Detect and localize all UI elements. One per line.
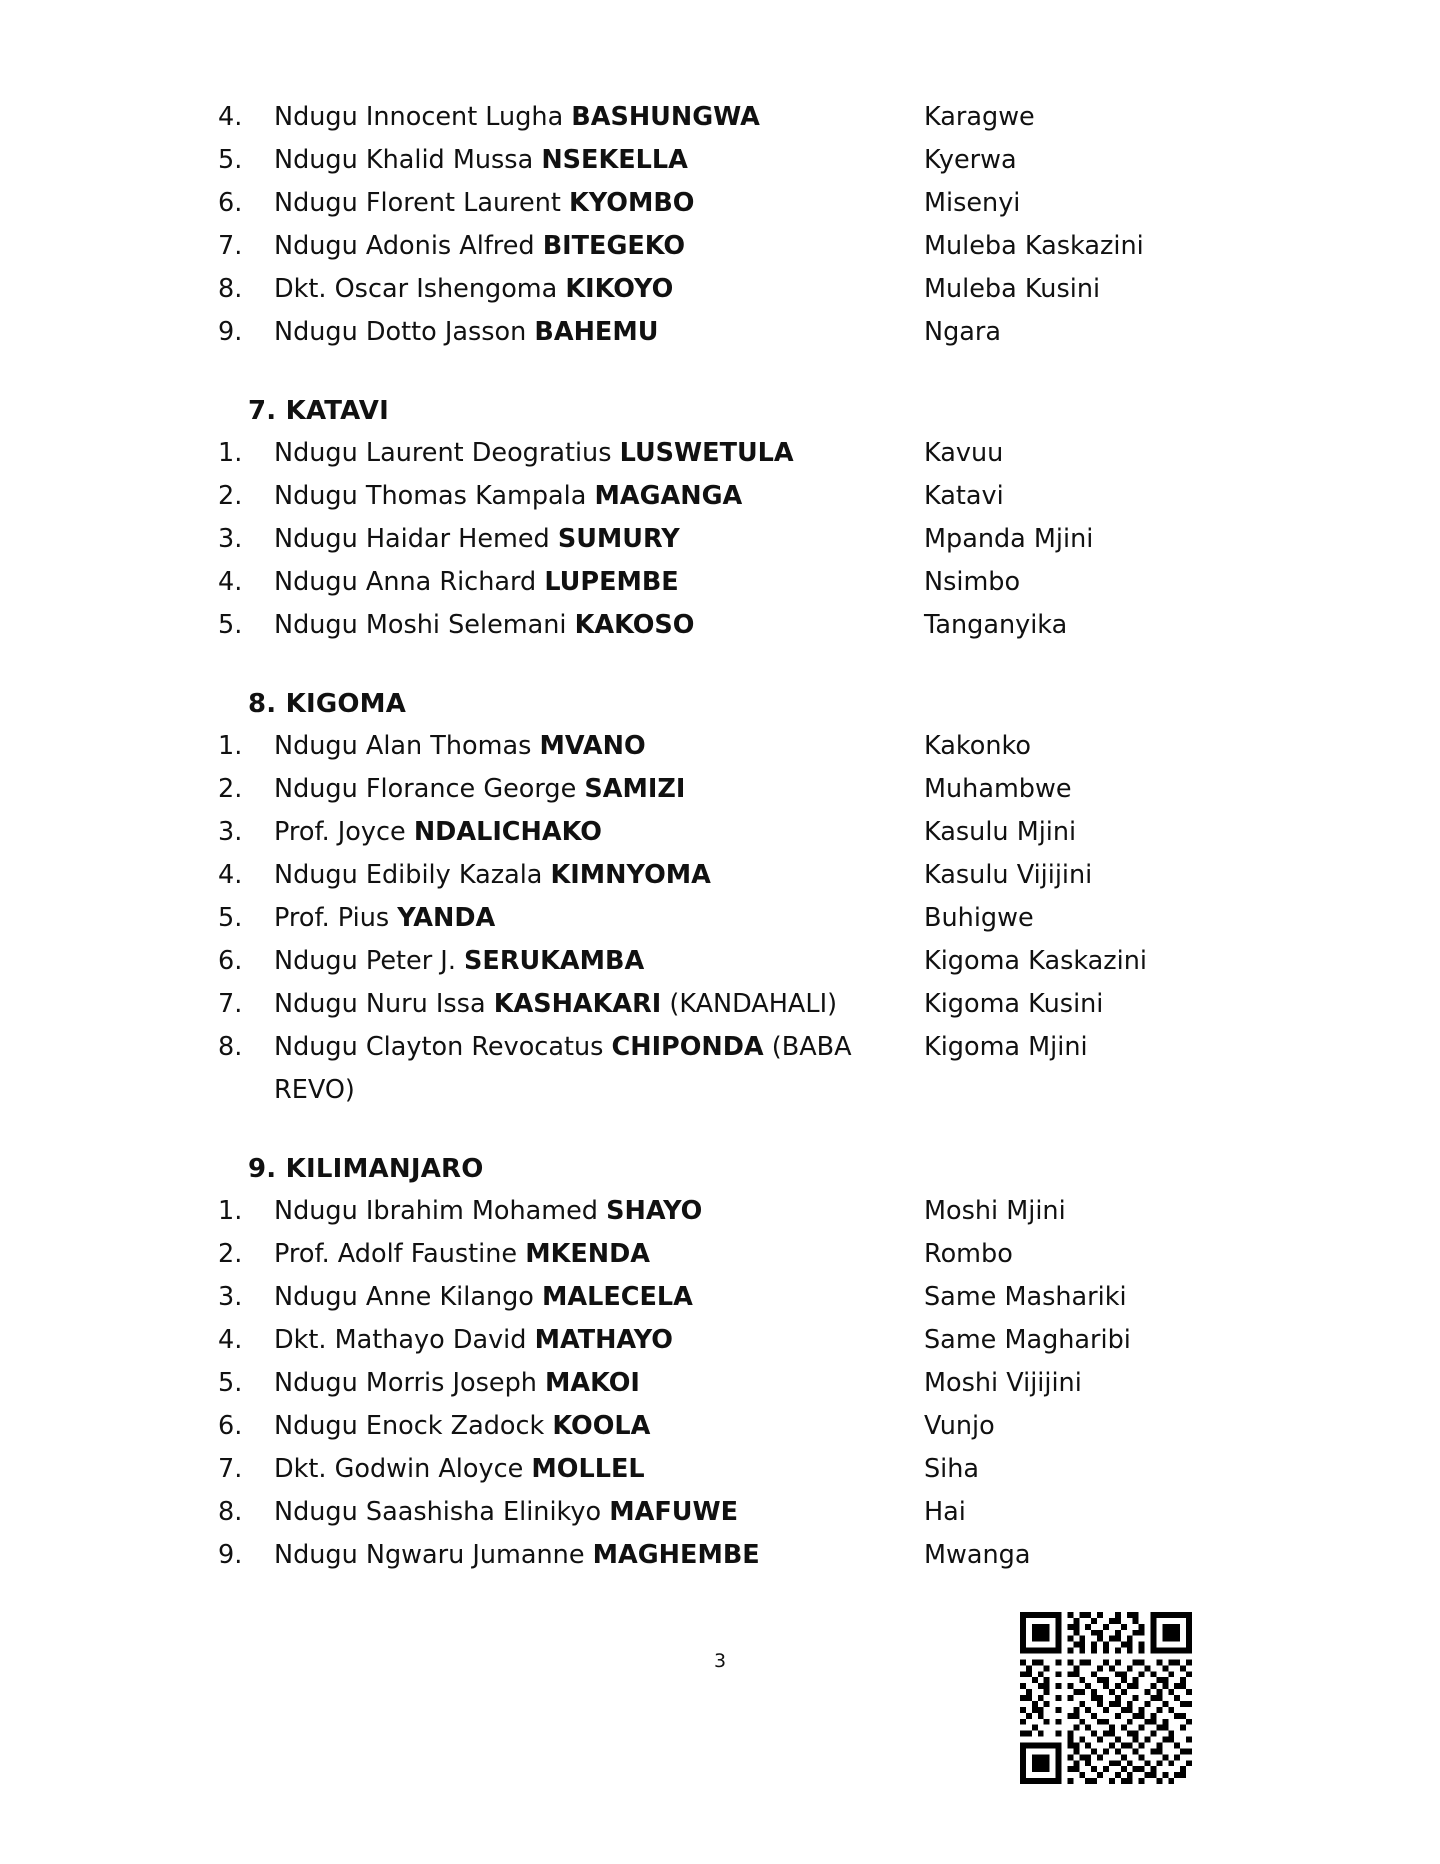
candidate-name	[274, 139, 924, 182]
candidate-name	[274, 1319, 924, 1362]
candidate-surname: MKENDA	[525, 1239, 650, 1269]
candidate-number: 3.	[218, 817, 243, 847]
candidate-surname: MAKOI	[545, 1368, 640, 1398]
candidate-name	[274, 604, 924, 647]
candidate-row	[218, 561, 1288, 604]
constituency-name: Kasulu Mjini	[924, 817, 1077, 847]
candidate-number: 2.	[218, 1239, 243, 1269]
candidate-number: 8.	[218, 1497, 243, 1527]
candidate-surname: BASHUNGWA	[571, 102, 760, 132]
candidate-row	[218, 940, 1288, 983]
candidate-name	[274, 311, 924, 354]
candidate-number: 3.	[218, 1282, 243, 1312]
candidate-given-names: Ndugu Florance George	[274, 774, 585, 804]
candidate-given-names: Ndugu Florent Laurent	[274, 188, 569, 218]
region-heading: 8. KIGOMA	[248, 689, 407, 719]
constituency-name: Vunjo	[924, 1411, 995, 1441]
candidate-given-names: Ndugu Dotto Jasson	[274, 317, 535, 347]
candidate-row	[218, 1276, 1288, 1319]
candidate-number: 1.	[218, 438, 243, 468]
candidate-given-names: Prof. Joyce	[274, 817, 414, 847]
candidate-name	[274, 518, 924, 561]
candidate-surname: SHAYO	[606, 1196, 703, 1226]
constituency-name: Mpanda Mjini	[924, 524, 1094, 554]
candidate-number: 7.	[218, 231, 243, 261]
constituency-name: Muleba Kusini	[924, 274, 1101, 304]
constituency-name: Kavuu	[924, 438, 1004, 468]
constituency-name: Siha	[924, 1454, 980, 1484]
candidate-row	[218, 1491, 1288, 1534]
candidate-row	[218, 983, 1288, 1026]
candidate-surname: SERUKAMBA	[464, 946, 645, 976]
candidate-number: 6.	[218, 1411, 243, 1441]
candidate-surname: MVANO	[539, 731, 646, 761]
candidate-row	[218, 432, 1288, 475]
candidate-name	[274, 1362, 924, 1405]
candidate-given-names: Ndugu Alan Thomas	[274, 731, 540, 761]
candidate-number: 5.	[218, 1368, 243, 1398]
candidate-row	[218, 1233, 1288, 1276]
candidate-name	[274, 1276, 924, 1319]
candidate-row	[218, 311, 1288, 354]
constituency-name: Katavi	[924, 481, 1004, 511]
candidate-given-names: Ndugu Khalid Mussa	[274, 145, 542, 175]
candidate-surname: BITEGEKO	[542, 231, 686, 261]
qr-code	[1020, 1612, 1192, 1784]
candidate-row	[218, 1362, 1288, 1405]
candidate-surname: KYOMBO	[568, 188, 695, 218]
constituency-name: Moshi Vijijini	[924, 1368, 1082, 1398]
candidate-surname: MAGANGA	[594, 481, 743, 511]
candidate-row	[218, 854, 1288, 897]
candidate-name	[274, 1491, 924, 1534]
constituency-name: Moshi Mjini	[924, 1196, 1066, 1226]
candidate-number: 7.	[218, 1454, 243, 1484]
candidate-surname: NDALICHAKO	[413, 817, 602, 847]
candidate-row	[218, 518, 1288, 561]
candidate-row	[218, 1534, 1288, 1577]
constituency-name: Tanganyika	[924, 610, 1068, 640]
candidate-name	[274, 1026, 924, 1112]
constituency-name: Mwanga	[924, 1540, 1031, 1570]
region-heading: 9. KILIMANJARO	[248, 1154, 484, 1184]
candidate-surname: KIMNYOMA	[550, 860, 711, 890]
candidate-name	[274, 811, 924, 854]
candidate-number: 6.	[218, 188, 243, 218]
candidate-name	[274, 983, 924, 1026]
candidate-given-names: Ndugu Anne Kilango	[274, 1282, 543, 1312]
candidate-row	[218, 475, 1288, 518]
candidate-surname: MOLLEL	[531, 1454, 645, 1484]
candidate-given-names: Ndugu Thomas Kampala	[274, 481, 595, 511]
candidate-given-names: Dkt. Godwin Aloyce	[274, 1454, 532, 1484]
candidate-number: 5.	[218, 610, 243, 640]
candidate-number: 4.	[218, 860, 243, 890]
candidate-number: 3.	[218, 524, 243, 554]
sections-root	[218, 96, 1288, 1577]
constituency-name: Kigoma Mjini	[924, 1032, 1088, 1062]
candidate-given-names: Ndugu Innocent Lugha	[274, 102, 572, 132]
constituency-name: Same Mashariki	[924, 1282, 1127, 1312]
candidate-row	[218, 1448, 1288, 1491]
candidate-given-names: Ndugu Saashisha Elinikyo	[274, 1497, 610, 1527]
constituency-name: Kyerwa	[924, 145, 1017, 175]
candidate-number: 5.	[218, 145, 243, 175]
candidate-given-names: Ndugu Moshi Selemani	[274, 610, 575, 640]
candidate-surname: MAGHEMBE	[592, 1540, 760, 1570]
candidate-name	[274, 1448, 924, 1491]
candidate-surname: SAMIZI	[584, 774, 686, 804]
candidate-given-names: Prof. Adolf Faustine	[274, 1239, 526, 1269]
candidate-alias: (BABA REVO)	[274, 1032, 852, 1105]
candidate-row	[218, 1319, 1288, 1362]
constituency-name: Rombo	[924, 1239, 1013, 1269]
region-heading: 7. KATAVI	[248, 396, 389, 426]
constituency-name: Same Magharibi	[924, 1325, 1131, 1355]
candidate-row	[218, 1026, 1288, 1112]
candidate-name	[274, 1190, 924, 1233]
section-spacer	[218, 1112, 1288, 1154]
candidate-surname: MAFUWE	[609, 1497, 739, 1527]
candidate-given-names: Ndugu Peter J.	[274, 946, 465, 976]
candidate-name	[274, 561, 924, 604]
candidate-row	[218, 225, 1288, 268]
candidate-name	[274, 182, 924, 225]
candidate-given-names: Ndugu Adonis Alfred	[274, 231, 543, 261]
candidate-surname: YANDA	[397, 903, 496, 933]
candidate-number: 9.	[218, 1540, 243, 1570]
constituency-name: Kakonko	[924, 731, 1031, 761]
candidate-surname: LUPEMBE	[544, 567, 679, 597]
candidate-name	[274, 1534, 924, 1577]
candidate-surname: BAHEMU	[534, 317, 659, 347]
candidate-row	[218, 139, 1288, 182]
candidate-name	[274, 475, 924, 518]
candidate-list	[218, 96, 1288, 354]
candidate-name	[274, 96, 924, 139]
candidate-surname: MATHAYO	[534, 1325, 673, 1355]
candidate-surname: NSEKELLA	[541, 145, 688, 175]
candidate-number: 8.	[218, 1032, 243, 1062]
section-spacer	[218, 647, 1288, 689]
candidate-given-names: Prof. Pius	[274, 903, 398, 933]
candidate-name	[274, 225, 924, 268]
candidate-row	[218, 604, 1288, 647]
constituency-name: Kigoma Kaskazini	[924, 946, 1148, 976]
candidate-row	[218, 725, 1288, 768]
candidate-number: 1.	[218, 731, 243, 761]
constituency-name: Misenyi	[924, 188, 1021, 218]
candidate-alias: (KANDAHALI)	[661, 989, 838, 1019]
candidate-row	[218, 268, 1288, 311]
candidate-given-names: Ndugu Ibrahim Mohamed	[274, 1196, 607, 1226]
candidate-surname: KOOLA	[552, 1411, 651, 1441]
candidate-number: 4.	[218, 102, 243, 132]
candidate-row	[218, 768, 1288, 811]
candidate-name	[274, 1233, 924, 1276]
candidate-given-names: Ndugu Ngwaru Jumanne	[274, 1540, 593, 1570]
constituency-name: Muleba Kaskazini	[924, 231, 1144, 261]
candidate-number: 6.	[218, 946, 243, 976]
constituency-name: Kasulu Vijijini	[924, 860, 1093, 890]
candidate-surname: CHIPONDA	[611, 1032, 764, 1062]
candidate-name	[274, 768, 924, 811]
candidate-given-names: Ndugu Haidar Hemed	[274, 524, 558, 554]
candidate-surname: KIKOYO	[565, 274, 674, 304]
candidate-given-names: Ndugu Enock Zadock	[274, 1411, 553, 1441]
constituency-name: Karagwe	[924, 102, 1035, 132]
candidate-list	[218, 432, 1288, 647]
candidate-surname: KASHAKARI	[493, 989, 662, 1019]
constituency-name: Hai	[924, 1497, 966, 1527]
candidate-surname: SUMURY	[557, 524, 680, 554]
candidate-row	[218, 1405, 1288, 1448]
constituency-name: Nsimbo	[924, 567, 1021, 597]
candidate-number: 4.	[218, 567, 243, 597]
candidate-given-names: Ndugu Laurent Deogratius	[274, 438, 620, 468]
candidate-number: 5.	[218, 903, 243, 933]
candidate-surname: LUSWETULA	[619, 438, 794, 468]
candidate-surname: MALECELA	[542, 1282, 693, 1312]
candidate-name	[274, 268, 924, 311]
candidate-name	[274, 897, 924, 940]
page-number: 3	[713, 1650, 727, 1672]
candidate-given-names: Ndugu Edibily Kazala	[274, 860, 551, 890]
constituency-name: Buhigwe	[924, 903, 1034, 933]
candidate-list	[218, 1190, 1288, 1577]
candidate-given-names: Ndugu Clayton Revocatus	[274, 1032, 612, 1062]
candidate-name	[274, 725, 924, 768]
candidate-name	[274, 854, 924, 897]
candidate-given-names: Dkt. Oscar Ishengoma	[274, 274, 566, 304]
candidate-row	[218, 182, 1288, 225]
candidate-number: 2.	[218, 481, 243, 511]
constituency-name: Ngara	[924, 317, 1001, 347]
candidate-name	[274, 940, 924, 983]
constituency-name: Kigoma Kusini	[924, 989, 1104, 1019]
candidate-name	[274, 1405, 924, 1448]
candidate-number: 2.	[218, 774, 243, 804]
candidate-number: 4.	[218, 1325, 243, 1355]
candidate-number: 7.	[218, 989, 243, 1019]
candidate-given-names: Ndugu Anna Richard	[274, 567, 545, 597]
candidate-number: 1.	[218, 1196, 243, 1226]
candidate-row	[218, 897, 1288, 940]
candidate-row	[218, 1190, 1288, 1233]
candidate-row	[218, 96, 1288, 139]
candidate-number: 8.	[218, 274, 243, 304]
candidate-name	[274, 432, 924, 475]
candidate-given-names: Ndugu Nuru Issa	[274, 989, 494, 1019]
candidate-given-names: Ndugu Morris Joseph	[274, 1368, 546, 1398]
candidate-list-container	[218, 96, 1288, 1577]
candidate-given-names: Dkt. Mathayo David	[274, 1325, 535, 1355]
section-spacer	[218, 354, 1288, 396]
candidate-number: 9.	[218, 317, 243, 347]
candidate-surname: KAKOSO	[574, 610, 695, 640]
candidate-row	[218, 811, 1288, 854]
candidate-list	[218, 725, 1288, 1112]
constituency-name: Muhambwe	[924, 774, 1072, 804]
